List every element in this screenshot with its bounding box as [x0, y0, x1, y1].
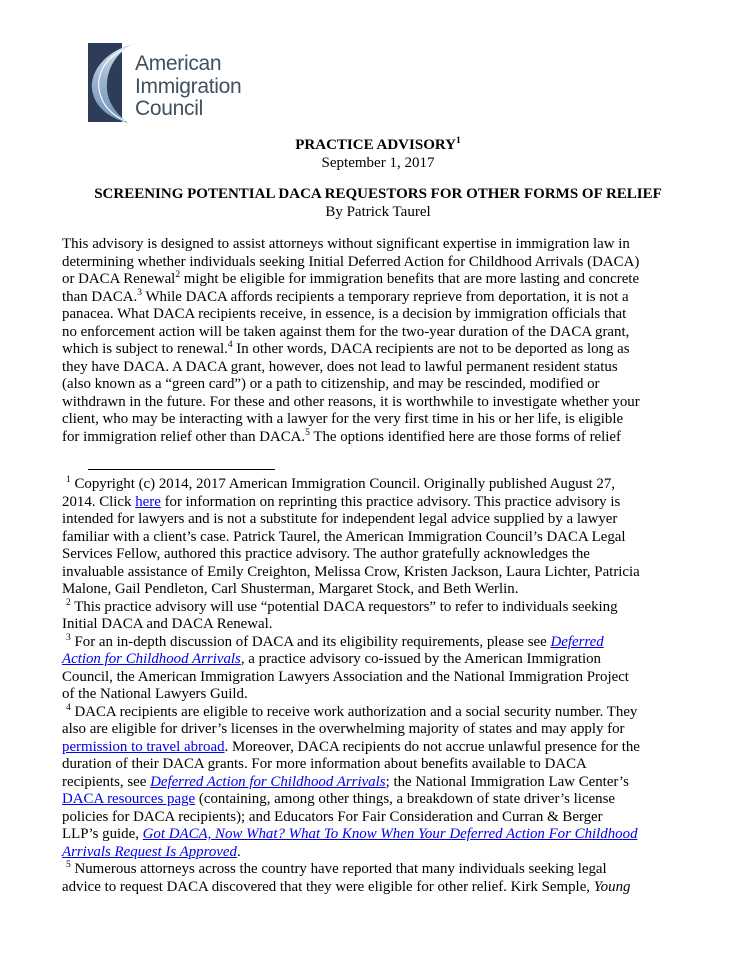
footnote-4: $^4$ DACA recipients are eligible to receive work authorization and a social security number. They also are eligible for driver’s licenses in the overwhelming majority of states and may apply for permission to travel abroad. Moreover, DACA recipients do not accrue unlawful presence for the duration of their DACA grants. For more information about benefits available to DACA recipients, see Deferred Action for Childhood Arrivals; the National Immigration Law Center’s DACA resources page (containing, among other things, a breakdown of state driver’s license policies for DACA recipients); and Educators For Fair Consideration and Curran & Berger LLP’s guide, Got DACA, Now What? What To Know When Your Deferred Action For Childhood Arrivals Request Is Approved.: [62, 702, 640, 860]
document-heading: SCREENING POTENTIAL DACA REQUESTORS FOR OTHER FORMS OF RELIEF: [94, 186, 662, 202]
footnote-5: $^5$ Numerous attorneys across the country have reported that many individuals seeking legal advice to request DACA discovered that they were eligible for other relief. Kirk Semple, Young: [62, 860, 631, 895]
footnote-ref-4: 4: [227, 340, 233, 351]
footnote-ref-1: 1: [456, 136, 461, 146]
american-immigration-council-logo: [88, 43, 241, 123]
footnote-ref-2: 2: [175, 270, 181, 281]
footnote-3: $^3$ For an in-depth discussion of DACA and its eligibility requirements, please see Deferred Action for Childhood Arrivals, a practice advisory co-issued by the American Immigration Council, the American Immigration Lawyers Association and the National Immigration Project of the National Lawyers Guild.: [62, 632, 629, 702]
body-paragraph: This advisory is designed to assist attorneys without significant expertise in immigration law in determining whether individuals seeking Initial Deferred Action for Childhood Arrivals (DACA) or DACA Renewal$^2$ might be eligible for immigration benefits that are more lasting and concrete than DACA.$^3$ While DACA affords recipients a temporary reprieve from deportation, it is not a panacea. What DACA recipients receive, in essence, is a decision by immigration officials that no enforcement action will be taken against them for the two-year duration of the DACA grant, which is subject to renewal.$^4$ In other words, DACA recipients are not to be deported as long as they have DACA. A DACA grant, however, does not lead to lawful permanent resident status (also known as a “green card”) or a path to citizenship, and may be rescinded, modified or withdrawn in the future. For these and other reasons, it is worthwhile to investigate whether your client, who may be interacting with a lawyer for the very first time in his or her life, is eligible for immigration relief other than DACA.$^5$ The options identified here are those forms of relief: [62, 236, 640, 445]
council-logo-mark-icon: [88, 43, 134, 123]
footnote-number-1: 1: [66, 475, 71, 486]
title-block: [0, 137, 756, 172]
daca-advisory-link[interactable]: Action for Childhood Arrivals: [62, 651, 241, 667]
logo-text-line-2: Immigration: [135, 74, 242, 98]
footnote-2: $^2$ This practice advisory will use “potential DACA requestors” to refer to individuals seeking Initial DACA and DACA Renewal.: [62, 597, 618, 632]
got-daca-guide-link[interactable]: Got DACA, Now What? What To Know When Your Deferred Action For Childhood: [142, 826, 638, 842]
title-line: [0, 137, 756, 155]
reprint-info-link[interactable]: here: [135, 493, 161, 510]
footnotes-section: [62, 476, 640, 896]
footnote-ref-5: 5: [305, 427, 310, 438]
daca-advisory-link[interactable]: Deferred Action for Childhood Arrivals: [150, 773, 386, 790]
italic-text: Young: [593, 878, 631, 895]
logo-wordmark: [135, 53, 241, 121]
footnote-number-4: 4: [66, 702, 71, 713]
document-date: September 1, 2017: [321, 154, 435, 171]
logo-text-line-1: American: [135, 52, 222, 75]
footnote-number-3: 3: [66, 632, 71, 643]
logo-text-line-3: Council: [135, 97, 203, 120]
footnote-number-2: 2: [66, 597, 71, 608]
nilc-daca-resources-link[interactable]: DACA resources page: [62, 791, 196, 807]
document-byline: By Patrick Taurel: [325, 203, 431, 220]
daca-advisory-link[interactable]: Deferred: [550, 633, 604, 650]
footnote-number-5: 5: [66, 860, 71, 871]
footnote-1: $^1$ Copyright (c) 2014, 2017 American Immigration Council. Originally published August 27, 2014. Click here for information on reprinting this practice advisory. This practice advisory is intended for lawyers and is not a substitute for independent legal advice supplied by a lawyer familiar with a client’s case. Patrick Taurel, the American Immigration Council’s DACA Legal Services Fellow, authored this practice advisory. The author gratefully acknowledges the invaluable assistance of Emily Creighton, Melissa Crow, Kristen Jackson, Laura Lichter, Patricia Malone, Gail Pendleton, Carl Shusterman, Margaret Stock, and Beth Werlin.: [62, 475, 640, 597]
got-daca-guide-link[interactable]: Arrivals Request Is Approved: [62, 843, 237, 860]
travel-permission-link[interactable]: permission to travel abroad: [62, 738, 225, 755]
document-title: PRACTICE ADVISORY: [295, 137, 456, 153]
footnote-separator: [88, 469, 275, 470]
heading-block: [0, 186, 756, 221]
footnote-ref-3: 3: [137, 287, 143, 298]
